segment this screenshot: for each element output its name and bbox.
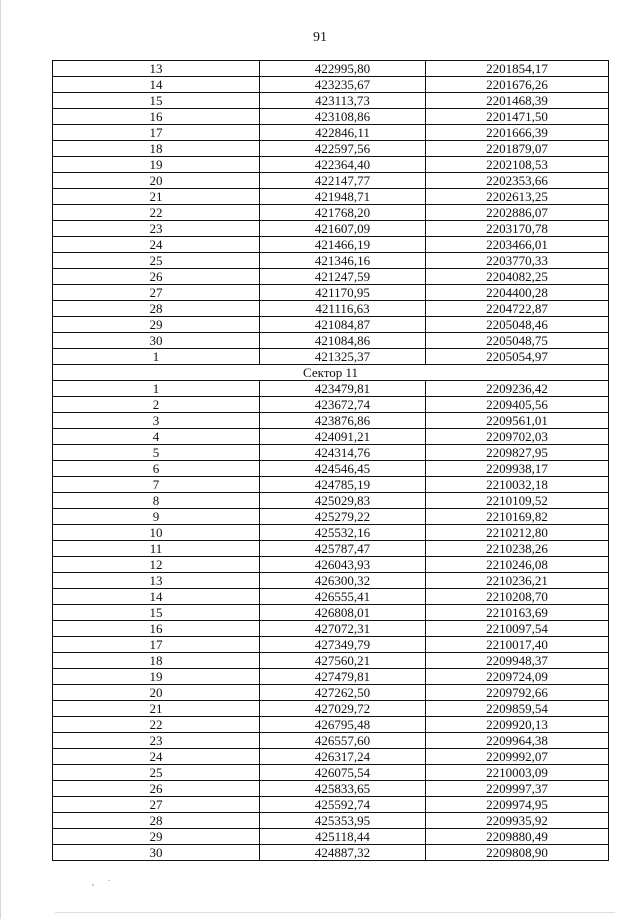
x-coordinate-cell: 424546,45 [260,461,426,477]
sector-header-row [53,365,609,381]
point-number-cell: 23 [53,733,260,749]
point-number-cell: 25 [53,253,260,269]
point-number-cell: 18 [53,141,260,157]
x-coordinate-cell: 422995,80 [260,61,426,77]
x-coordinate-cell: 427560,21 [260,653,426,669]
x-coordinate-cell: 426317,24 [260,749,426,765]
y-coordinate-cell: 2209405,56 [426,397,609,413]
y-coordinate-cell: 2209948,37 [426,653,609,669]
table-row [53,573,609,589]
y-coordinate-cell: 2202108,53 [426,157,609,173]
y-coordinate-cell: 2204082,25 [426,269,609,285]
table-row [53,701,609,717]
point-number-cell: 8 [53,493,260,509]
coordinates-table-body [53,61,609,861]
x-coordinate-cell: 424785,19 [260,477,426,493]
point-number-cell: 21 [53,189,260,205]
scan-speck: . [108,874,110,883]
x-coordinate-cell: 427479,81 [260,669,426,685]
point-number-cell: 9 [53,509,260,525]
x-coordinate-cell: 423479,81 [260,381,426,397]
table-row [53,285,609,301]
x-coordinate-cell: 423876,86 [260,413,426,429]
x-coordinate-cell: 423113,73 [260,93,426,109]
x-coordinate-cell: 421084,86 [260,333,426,349]
table-row [53,333,609,349]
x-coordinate-cell: 425592,74 [260,797,426,813]
y-coordinate-cell: 2209997,37 [426,781,609,797]
x-coordinate-cell: 424887,32 [260,845,426,861]
table-row [53,397,609,413]
point-number-cell: 24 [53,749,260,765]
table-row [53,109,609,125]
x-coordinate-cell: 421325,37 [260,349,426,365]
x-coordinate-cell: 426557,60 [260,733,426,749]
table-row [53,685,609,701]
table-row [53,429,609,445]
point-number-cell: 14 [53,77,260,93]
y-coordinate-cell: 2210003,09 [426,765,609,781]
point-number-cell: 22 [53,717,260,733]
x-coordinate-cell: 427029,72 [260,701,426,717]
y-coordinate-cell: 2209935,92 [426,813,609,829]
table-row [53,461,609,477]
x-coordinate-cell: 426300,32 [260,573,426,589]
y-coordinate-cell: 2209702,03 [426,429,609,445]
point-number-cell: 13 [53,61,260,77]
table-row [53,93,609,109]
table-row [53,605,609,621]
table-row [53,445,609,461]
y-coordinate-cell: 2204400,28 [426,285,609,301]
x-coordinate-cell: 421768,20 [260,205,426,221]
y-coordinate-cell: 2205048,46 [426,317,609,333]
x-coordinate-cell: 427262,50 [260,685,426,701]
y-coordinate-cell: 2210097,54 [426,621,609,637]
table-row [53,813,609,829]
point-number-cell: 16 [53,621,260,637]
y-coordinate-cell: 2209964,38 [426,733,609,749]
x-coordinate-cell: 427349,79 [260,637,426,653]
y-coordinate-cell: 2210246,08 [426,557,609,573]
table-row [53,589,609,605]
point-number-cell: 28 [53,301,260,317]
y-coordinate-cell: 2209724,09 [426,669,609,685]
x-coordinate-cell: 425787,47 [260,541,426,557]
table-row [53,509,609,525]
x-coordinate-cell: 421948,71 [260,189,426,205]
table-row [53,845,609,861]
page-number: 91 [313,30,327,45]
y-coordinate-cell: 2209938,17 [426,461,609,477]
y-coordinate-cell: 2203466,01 [426,237,609,253]
table-row [53,413,609,429]
y-coordinate-cell: 2203170,78 [426,221,609,237]
point-number-cell: 22 [53,205,260,221]
point-number-cell: 17 [53,125,260,141]
point-number-cell: 11 [53,541,260,557]
point-number-cell: 2 [53,397,260,413]
point-number-cell: 4 [53,429,260,445]
point-number-cell: 1 [53,381,260,397]
table-row [53,317,609,333]
x-coordinate-cell: 422364,40 [260,157,426,173]
y-coordinate-cell: 2210017,40 [426,637,609,653]
point-number-cell: 29 [53,829,260,845]
y-coordinate-cell: 2205054,97 [426,349,609,365]
point-number-cell: 6 [53,461,260,477]
y-coordinate-cell: 2201854,17 [426,61,609,77]
point-number-cell: 27 [53,797,260,813]
table-row [53,493,609,509]
table-row [53,253,609,269]
y-coordinate-cell: 2210163,69 [426,605,609,621]
table-row [53,733,609,749]
x-coordinate-cell: 424314,76 [260,445,426,461]
point-number-cell: 28 [53,813,260,829]
point-number-cell: 17 [53,637,260,653]
bottom-rule [55,912,615,913]
x-coordinate-cell: 426795,48 [260,717,426,733]
y-coordinate-cell: 2209561,01 [426,413,609,429]
point-number-cell: 12 [53,557,260,573]
point-number-cell: 7 [53,477,260,493]
x-coordinate-cell: 422597,56 [260,141,426,157]
table-row [53,349,609,365]
y-coordinate-cell: 2209792,66 [426,685,609,701]
y-coordinate-cell: 2210236,21 [426,573,609,589]
point-number-cell: 15 [53,605,260,621]
table-row [53,541,609,557]
y-coordinate-cell: 2210212,80 [426,525,609,541]
table-row [53,269,609,285]
table-row [53,77,609,93]
point-number-cell: 19 [53,157,260,173]
y-coordinate-cell: 2202353,66 [426,173,609,189]
point-number-cell: 26 [53,269,260,285]
y-coordinate-cell: 2201468,39 [426,93,609,109]
point-number-cell: 30 [53,845,260,861]
x-coordinate-cell: 421170,95 [260,285,426,301]
table-row [53,189,609,205]
table-row [53,781,609,797]
x-coordinate-cell: 423235,67 [260,77,426,93]
table-row [53,237,609,253]
point-number-cell: 3 [53,413,260,429]
x-coordinate-cell: 426075,54 [260,765,426,781]
table-row [53,205,609,221]
y-coordinate-cell: 2203770,33 [426,253,609,269]
y-coordinate-cell: 2210109,52 [426,493,609,509]
y-coordinate-cell: 2204722,87 [426,301,609,317]
x-coordinate-cell: 421607,09 [260,221,426,237]
y-coordinate-cell: 2209808,90 [426,845,609,861]
table-row [53,717,609,733]
table-row [53,749,609,765]
x-coordinate-cell: 421116,63 [260,301,426,317]
point-number-cell: 27 [53,285,260,301]
y-coordinate-cell: 2209859,54 [426,701,609,717]
point-number-cell: 29 [53,317,260,333]
x-coordinate-cell: 426808,01 [260,605,426,621]
x-coordinate-cell: 421466,19 [260,237,426,253]
point-number-cell: 18 [53,653,260,669]
table-row [53,557,609,573]
table-row [53,173,609,189]
y-coordinate-cell: 2209827,95 [426,445,609,461]
table-row [53,797,609,813]
x-coordinate-cell: 426555,41 [260,589,426,605]
x-coordinate-cell: 422846,11 [260,125,426,141]
x-coordinate-cell: 426043,93 [260,557,426,573]
y-coordinate-cell: 2210238,26 [426,541,609,557]
table-row [53,381,609,397]
point-number-cell: 21 [53,701,260,717]
table-row [53,301,609,317]
point-number-cell: 30 [53,333,260,349]
point-number-cell: 1 [53,349,260,365]
table-row [53,141,609,157]
y-coordinate-cell: 2209992,07 [426,749,609,765]
y-coordinate-cell: 2210208,70 [426,589,609,605]
point-number-cell: 14 [53,589,260,605]
table-row [53,621,609,637]
point-number-cell: 5 [53,445,260,461]
y-coordinate-cell: 2209880,49 [426,829,609,845]
x-coordinate-cell: 425532,16 [260,525,426,541]
x-coordinate-cell: 422147,77 [260,173,426,189]
y-coordinate-cell: 2209236,42 [426,381,609,397]
x-coordinate-cell: 427072,31 [260,621,426,637]
y-coordinate-cell: 2201666,39 [426,125,609,141]
y-coordinate-cell: 2205048,75 [426,333,609,349]
y-coordinate-cell: 2210032,18 [426,477,609,493]
point-number-cell: 26 [53,781,260,797]
y-coordinate-cell: 2201676,26 [426,77,609,93]
coordinates-table [52,60,609,861]
table-row [53,125,609,141]
table-row [53,525,609,541]
point-number-cell: 20 [53,685,260,701]
table-row [53,829,609,845]
point-number-cell: 13 [53,573,260,589]
table-row [53,221,609,237]
sector-title: Сектор 11 [53,365,609,381]
x-coordinate-cell: 425833,65 [260,781,426,797]
table-row [53,637,609,653]
y-coordinate-cell: 2210169,82 [426,509,609,525]
point-number-cell: 16 [53,109,260,125]
point-number-cell: 25 [53,765,260,781]
x-coordinate-cell: 425353,95 [260,813,426,829]
page-left-edge [0,0,1,919]
table-row [53,477,609,493]
point-number-cell: 20 [53,173,260,189]
x-coordinate-cell: 423672,74 [260,397,426,413]
x-coordinate-cell: 425029,83 [260,493,426,509]
point-number-cell: 23 [53,221,260,237]
x-coordinate-cell: 425118,44 [260,829,426,845]
x-coordinate-cell: 421247,59 [260,269,426,285]
y-coordinate-cell: 2202613,25 [426,189,609,205]
y-coordinate-cell: 2209974,95 [426,797,609,813]
y-coordinate-cell: 2209920,13 [426,717,609,733]
scan-speck: , [92,878,94,887]
point-number-cell: 24 [53,237,260,253]
y-coordinate-cell: 2201879,07 [426,141,609,157]
x-coordinate-cell: 424091,21 [260,429,426,445]
point-number-cell: 19 [53,669,260,685]
table-row [53,157,609,173]
table-row [53,61,609,77]
table-row [53,653,609,669]
y-coordinate-cell: 2201471,50 [426,109,609,125]
x-coordinate-cell: 425279,22 [260,509,426,525]
x-coordinate-cell: 421346,16 [260,253,426,269]
x-coordinate-cell: 423108,86 [260,109,426,125]
y-coordinate-cell: 2202886,07 [426,205,609,221]
table-row [53,669,609,685]
x-coordinate-cell: 421084,87 [260,317,426,333]
point-number-cell: 15 [53,93,260,109]
table-row [53,765,609,781]
point-number-cell: 10 [53,525,260,541]
